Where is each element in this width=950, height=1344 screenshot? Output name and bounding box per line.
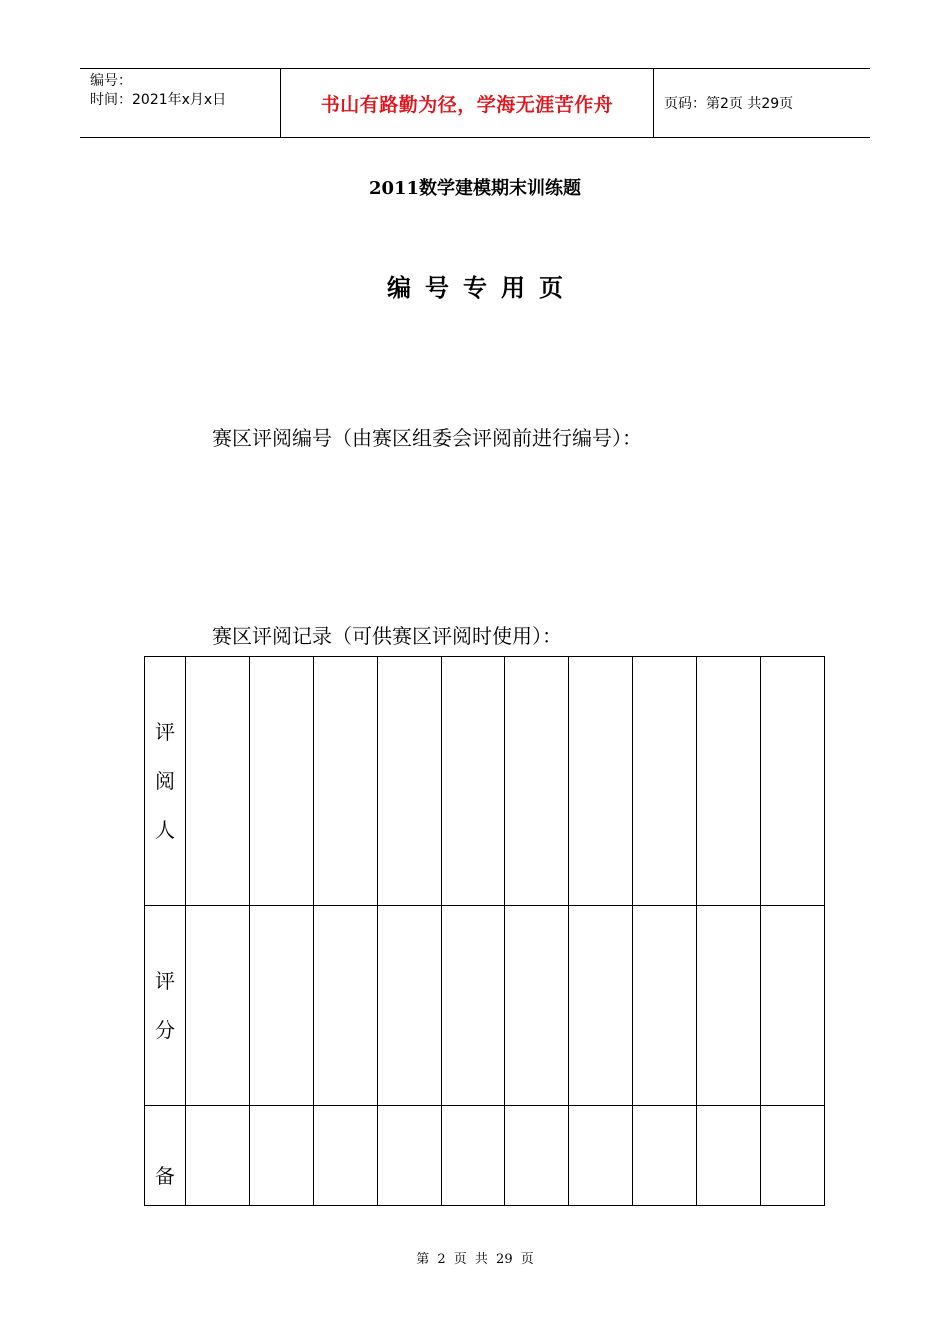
table-cell [697, 657, 761, 906]
table-cell [377, 906, 441, 1105]
table-cell [761, 657, 825, 906]
table-cell [633, 906, 697, 1105]
number-label: 编号： [90, 73, 132, 89]
reviewer-row [145, 657, 825, 906]
table-cell [441, 657, 505, 906]
table-cell [569, 906, 633, 1105]
table-cell [313, 1105, 377, 1205]
table-cell [441, 1105, 505, 1205]
table-cell [249, 1105, 313, 1205]
table-cell [249, 906, 313, 1105]
table-cell [377, 1105, 441, 1205]
remark-row-label: 备 [145, 1105, 186, 1205]
table-cell [441, 906, 505, 1105]
score-row [145, 906, 825, 1105]
table-cell [186, 906, 250, 1105]
header-motto-cell [281, 69, 654, 137]
page-footer: 第 2 页 共 29 页 [416, 1252, 534, 1267]
page-info-text: 页码：第2页 共29页 [664, 96, 794, 112]
table-cell [377, 657, 441, 906]
table-cell [569, 657, 633, 906]
page-header [80, 68, 870, 138]
motto-text: 书山有路勤为径，学海无涯苦作舟 [320, 93, 614, 116]
table-cell [505, 906, 569, 1105]
table-cell [313, 657, 377, 906]
page-heading: 编号专用页 [387, 274, 577, 302]
table-cell [505, 657, 569, 906]
review-record-table [144, 656, 825, 1206]
score-row-label: 评 分 [145, 906, 186, 1105]
header-page-info [654, 69, 870, 137]
table-cell [633, 657, 697, 906]
remark-row [145, 1105, 825, 1205]
table-cell [249, 657, 313, 906]
time-label: 时间：2021年x月x日 [90, 92, 227, 108]
reviewer-row-label: 评 阅 人 [145, 657, 186, 906]
header-meta [80, 69, 281, 137]
table-cell [186, 1105, 250, 1205]
table-cell [569, 1105, 633, 1205]
review-number-line: 赛区评阅编号（由赛区组委会评阅前进行编号）： [212, 426, 642, 450]
table-cell [186, 657, 250, 906]
table-cell [633, 1105, 697, 1205]
table-cell [761, 906, 825, 1105]
review-record-line: 赛区评阅记录（可供赛区评阅时使用）： [212, 624, 562, 648]
table-cell [697, 1105, 761, 1205]
table-cell [697, 906, 761, 1105]
table-cell [313, 906, 377, 1105]
table-cell [505, 1105, 569, 1205]
table-cell [761, 1105, 825, 1205]
document-title: 2011数学建模期末训练题 [368, 178, 582, 199]
